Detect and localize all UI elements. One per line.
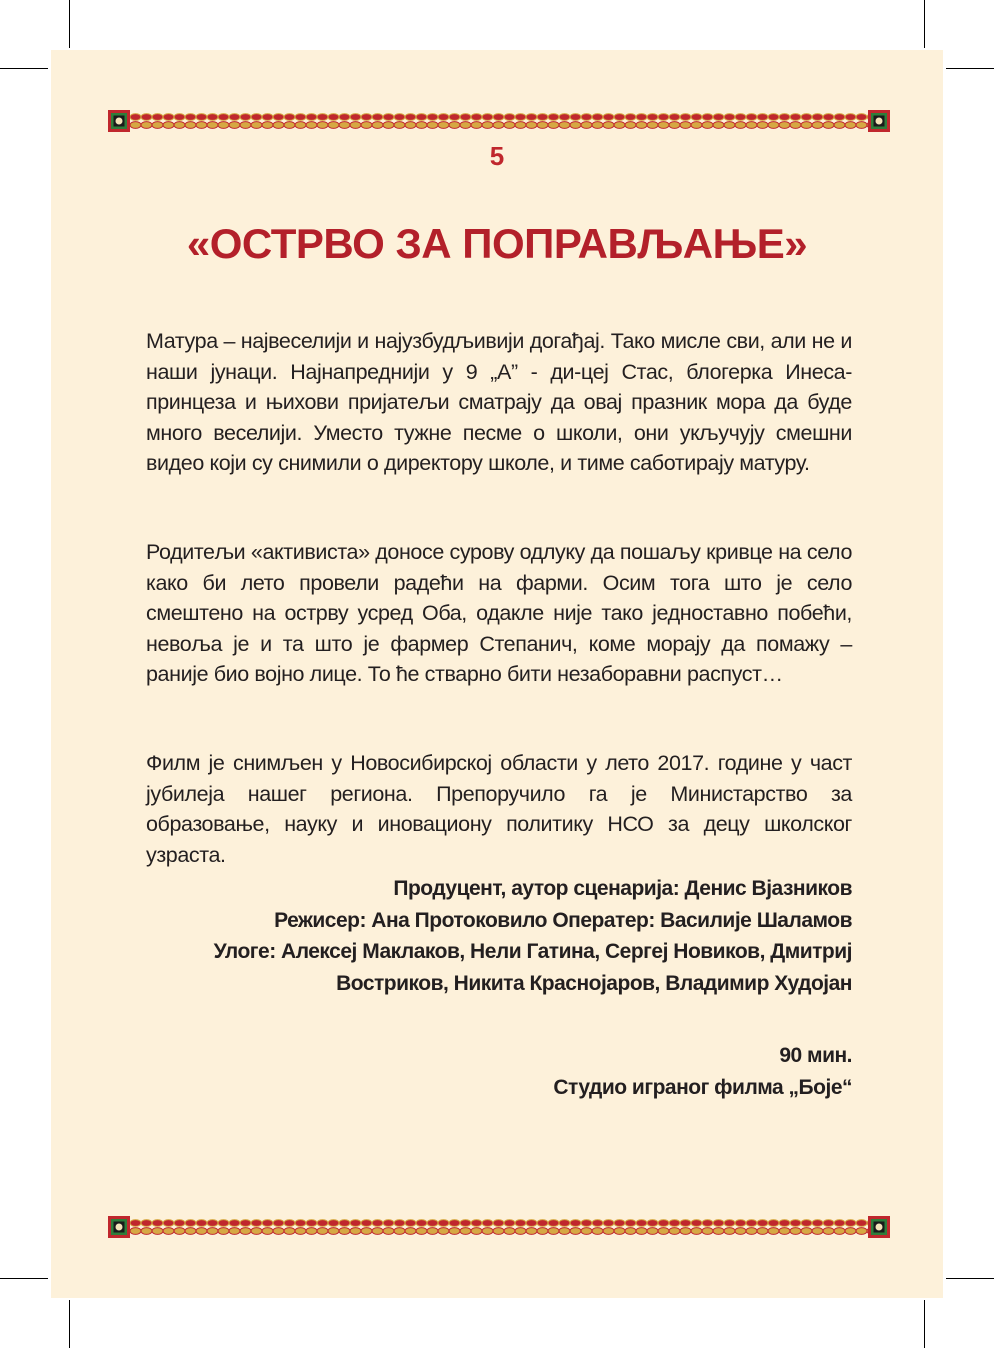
page-title: «ОСТРВО ЗА ПОПРАВЉАЊЕ» [186, 220, 808, 267]
page-number: 5 [489, 141, 505, 171]
credit-producer: Продуцент, аутор сценарија: Денис Вјазников [393, 877, 852, 900]
crop-mark [0, 1278, 48, 1279]
crop-mark [946, 68, 994, 69]
credit-cast: Улоге: Алексеј Маклаков, Нели Гатина, Сергеј Новиков, Дмитриј [213, 940, 852, 963]
ornamental-square-icon [868, 1216, 890, 1238]
crop-mark [69, 0, 70, 48]
braided-rope-border [108, 110, 890, 132]
braided-rope-border [108, 1216, 890, 1238]
credit-cast-continued: Востриков, Никита Краснојаров, Владимир Худојан [336, 971, 852, 995]
paragraph-plot: Матура – највеселији и најузбудљивији догађај. Тако мисле сви, али не и наши јунаци. Најнапреднији у 9 „А” - ди-цеј Стас, блогерка Инеса-принцеза и њихови пријатељи сматрају да овај празник мора да буде много веселији. Уместо тужне песме о школи, они укључују смешни видео који су снимили о директору школе, и тиме саботирају матуру. [146, 329, 852, 475]
paragraph-production-info: Филм је снимљен у Новосибирској области у лето 2017. године у част јубилеја нашег региона. Препоручило га је Министарство за образовање, науку и иновациону политику НСО за децу школског узраста. [146, 751, 852, 867]
paragraph-plot-continued: Родитељи «активиста» доносе сурову одлуку да пошаљу кривце на село како би лето провели радећи на фарми. Осим тога што је село смештено на острву усред Оба, одакле није тако једноставно побећи, невоља је и та што је фармер Степанич, коме морају да помажу – раније био војно лице. То ће стварно бити незаборавни распуст… [146, 540, 852, 686]
crop-mark [946, 1278, 994, 1279]
top-ornamental-border [108, 110, 890, 132]
bottom-ornamental-border [108, 1216, 890, 1238]
crop-mark [924, 1300, 925, 1348]
credit-director: Режисер: Ана Протоковило Оператер: Василије Шаламов [274, 908, 852, 932]
ornamental-square-icon [868, 110, 890, 132]
film-credits [146, 873, 852, 999]
ornamental-square-icon [108, 1216, 130, 1238]
film-duration: 90 мин. [779, 1044, 852, 1067]
crop-mark [924, 0, 925, 48]
crop-mark [0, 68, 48, 69]
film-studio: Студио играног филма „Боје“ [553, 1076, 852, 1099]
film-footer [146, 1040, 852, 1104]
ornamental-square-icon [108, 110, 130, 132]
crop-mark [69, 1300, 70, 1348]
